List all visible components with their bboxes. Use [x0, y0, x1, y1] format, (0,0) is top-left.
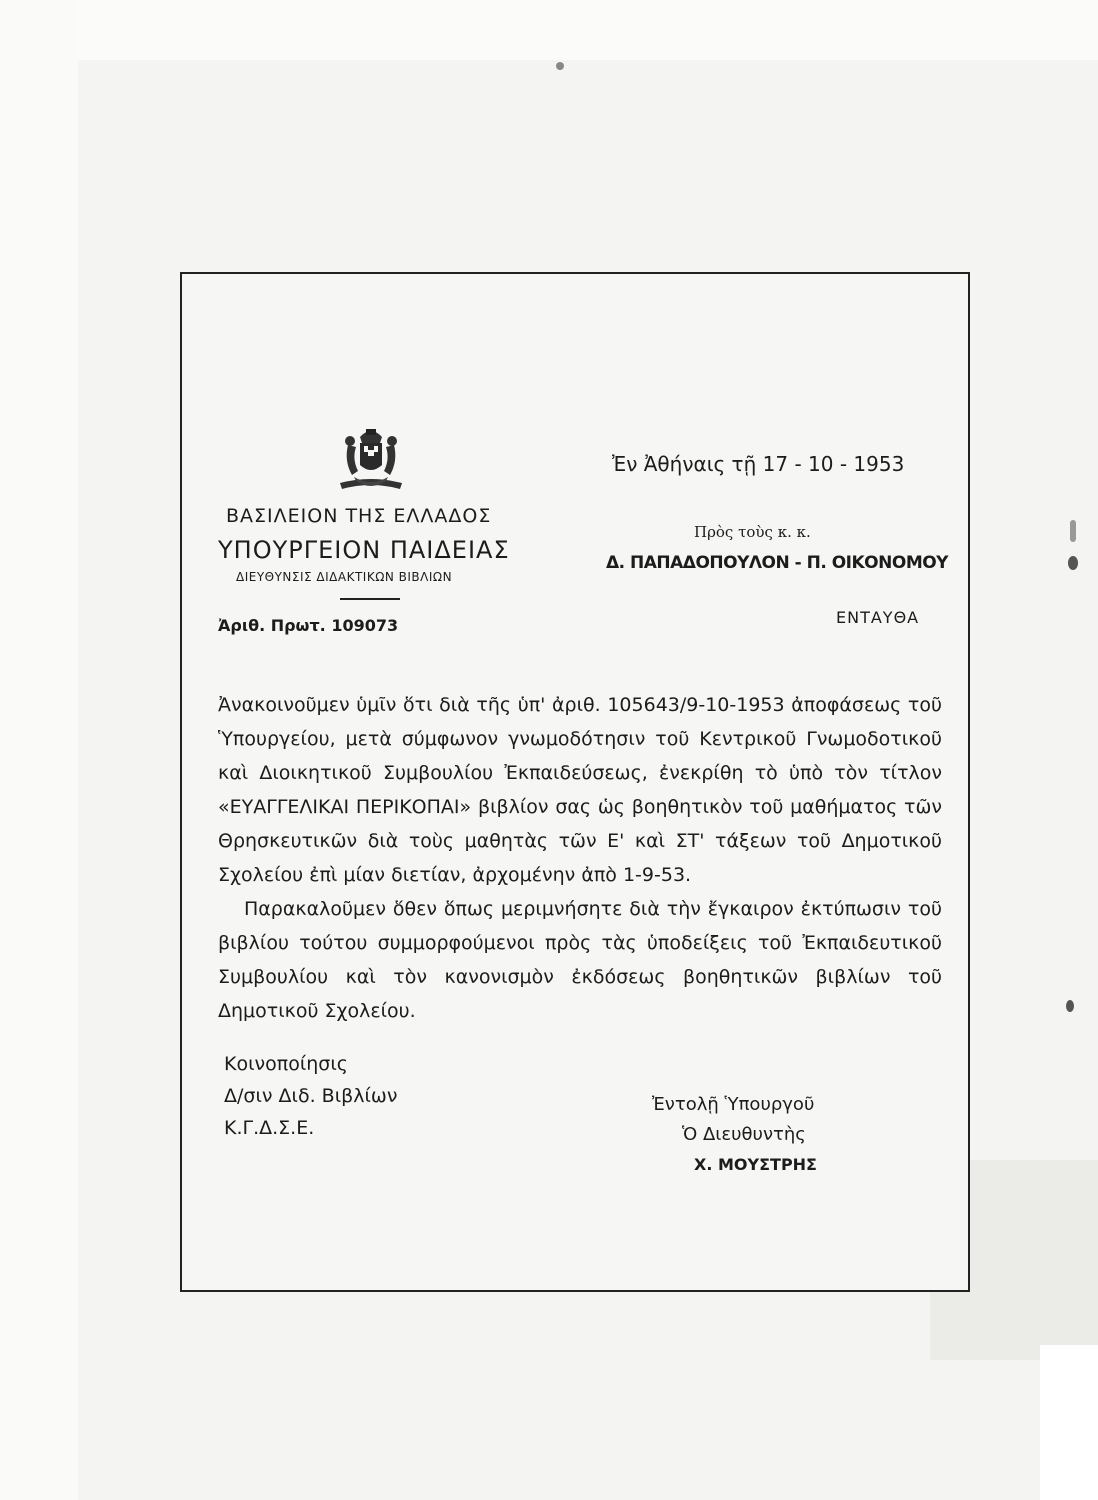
protocol-number: Ἀριθ. Πρωτ. 109073 [218, 616, 399, 635]
recipients: Δ. ΠΑΠΑΔΟΠΟΥΛΟΝ - Π. ΟΙΚΟΝΟΜΟΥ [606, 553, 948, 573]
scan-margin-left [0, 0, 78, 1500]
speck [556, 62, 564, 70]
body-paragraph-2: Παρακαλοῦμεν ὅθεν ὅπως μεριμνήσητε διὰ τὴν ἔγκαιρον ἐκτύπωσιν τοῦ βιβλίου τούτου συμμορφούμενοι πρὸς τὰς ὑποδείξεις τοῦ Ἐκπαιδευτικοῦ Συμβουλίου καὶ τὸν κανονισμὸν ἐκδόσεως βοηθητικῶν βιβλίων τοῦ Δημοτικοῦ Σχολείου. [218, 898, 942, 1022]
scan-margin-top [0, 0, 1098, 60]
signature-name: Χ. ΜΟΥΣΤΡΗΣ [694, 1155, 817, 1174]
body-paragraph-1: Ἀνακοινοῦμεν ὑμῖν ὅτι διὰ τῆς ὑπ' ἀριθ. 105643/9-10-1953 ἀποφάσεως τοῦ Ὑπουργείου, μετὰ σύμφωνον γνωμοδότησιν τοῦ Κεντρικοῦ Γνωμοδοτικοῦ καὶ Διοικητικοῦ Συμβουλίου Ἐκπαιδεύσεως, ἐνεκρίθη τὸ ὑπὸ τὸν τίτλον «ΕΥΑΓΓΕΛΙΚΑΙ ΠΕΡΙΚΟΠΑΙ» βιβλίον σας ὡς βοηθητικὸν τοῦ μαθήματος τῶν Θρησκευτικῶν διὰ τοὺς μαθητὰς τῶν Ε' καὶ ΣΤ' τάξεων τοῦ Δημοτικοῦ Σχολείου ἐπὶ μίαν διετίαν, ἀρχομένην ἀπὸ 1-9-53. [218, 694, 942, 886]
ministry-name: ΥΠΟΥΡΓΕΙΟΝ ΠΑΙΔΕΙΑΣ [218, 536, 510, 564]
scan-margin-corner [1040, 1345, 1098, 1500]
copies-block [224, 1048, 397, 1144]
signature-role: Ὁ Διευθυντὴς [682, 1124, 806, 1145]
letter-body [218, 688, 942, 1028]
speck [1068, 556, 1078, 570]
signature-block [652, 1090, 817, 1180]
speck [1070, 520, 1076, 542]
speck [1066, 1000, 1074, 1012]
signature-order: Ἐντολῇ Ὑπουργοῦ [652, 1094, 815, 1115]
letter-date: Ἐν Ἀθήναις τῇ 17 - 10 - 1953 [612, 452, 905, 476]
location: ΕΝΤΑΥΘΑ [836, 608, 920, 627]
kingdom-name: ΒΑΣΙΛΕΙΟΝ ΤΗΣ ΕΛΛΑΔΟΣ [226, 505, 492, 527]
addressee-intro: Πρὸς τοὺς κ. κ. [694, 523, 811, 541]
copies-line: Κ.Γ.Δ.Σ.Ε. [224, 1117, 315, 1139]
copies-heading: Κοινοποίησις [224, 1053, 348, 1075]
copies-line: Δ/σιν Διδ. Βιβλίων [224, 1085, 398, 1107]
directorate-name: ΔΙΕΥΘΥΝΣΙΣ ΔΙΔΑΚΤΙΚΩΝ ΒΙΒΛΙΩΝ [236, 570, 453, 584]
divider [340, 598, 400, 600]
royal-coat-of-arms-icon [330, 425, 412, 497]
